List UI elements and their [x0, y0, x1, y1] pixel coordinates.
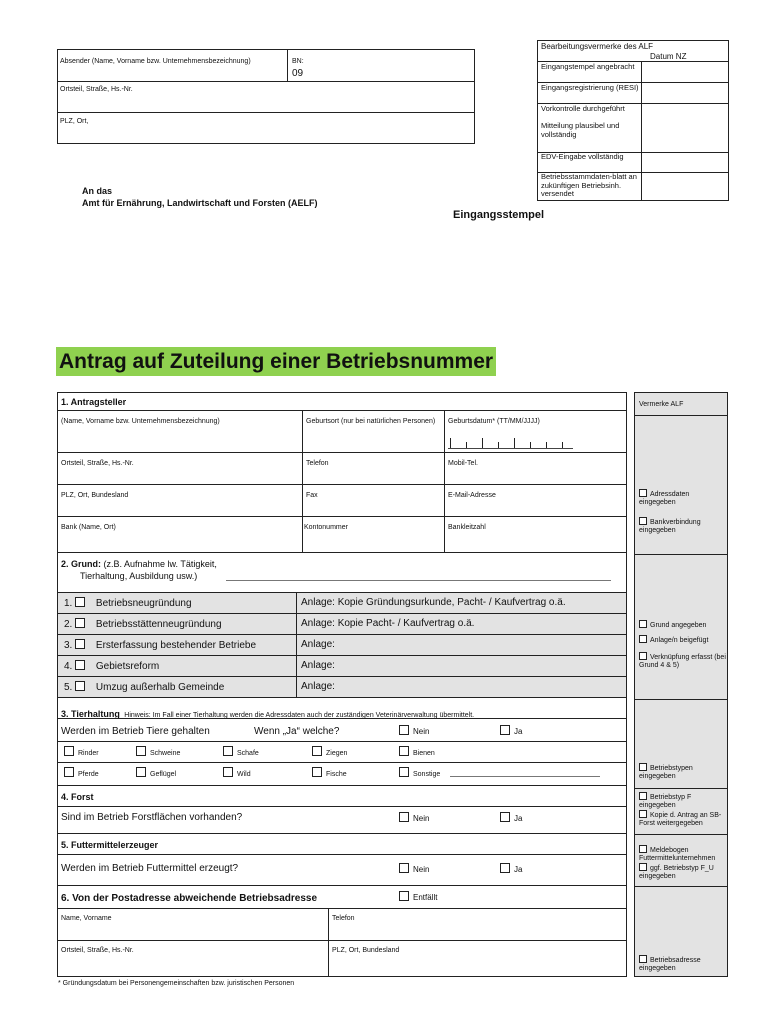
- ziegen-checkbox[interactable]: [312, 746, 322, 756]
- animal-schafe[interactable]: Schafe: [223, 746, 259, 757]
- s3-question2: Wenn „Ja“ welche?: [254, 726, 340, 737]
- office-header: Bearbeitungsvermerke des ALF: [541, 42, 654, 51]
- s2-option-4[interactable]: 4. Gebietsreform: [64, 661, 160, 672]
- s3-hint: Hinweis: Im Fall einer Tierhaltung werden die Adressdaten auch der zuständigen Veterinärverwaltung übermittelt.: [124, 712, 475, 719]
- kopie-checkbox[interactable]: [639, 810, 647, 818]
- meldebogen-checkbox[interactable]: [639, 845, 647, 853]
- s5-nein-checkbox[interactable]: [399, 863, 409, 873]
- s2-title: 2. Grund:: [61, 559, 101, 569]
- s3-nein-checkbox[interactable]: [399, 725, 409, 735]
- geburtsdatum-input[interactable]: [448, 436, 573, 449]
- animal-bienen[interactable]: Bienen: [399, 746, 435, 757]
- s6-name-label: Name, Vorname: [61, 915, 112, 922]
- office-col-header: Datum NZ: [650, 52, 687, 61]
- option-2-checkbox[interactable]: [75, 618, 85, 628]
- option-1-checkbox[interactable]: [75, 597, 85, 607]
- s6-entfaellt[interactable]: Entfällt: [399, 891, 437, 902]
- s1-konto-label: Kontonummer: [304, 524, 348, 531]
- s1-telefon-label: Telefon: [306, 460, 329, 467]
- animal-sonstige[interactable]: Sonstige: [399, 767, 440, 778]
- s1-blz-label: Bankleitzahl: [448, 524, 486, 531]
- s2-option-5[interactable]: 5. Umzug außerhalb Gemeinde: [64, 682, 225, 693]
- s2-anlage-3: Anlage:: [301, 639, 335, 650]
- s1-mobil-label: Mobil-Tel.: [448, 460, 478, 467]
- footnote: * Gründungsdatum bei Personengemeinschaften bzw. juristischen Personen: [58, 980, 295, 987]
- animal-wild[interactable]: Wild: [223, 767, 251, 778]
- verknuepfung-checkbox[interactable]: [639, 652, 647, 660]
- recipient-line2: Amt für Ernährung, Landwirtschaft und Forsten (AELF): [82, 198, 318, 208]
- side-futter-u: ggf. Betriebstyp F_U eingegeben: [639, 865, 714, 880]
- office-row-2: Eingangsregistrierung (RESI): [541, 83, 639, 92]
- s1-title: 1. Antragsteller: [61, 397, 127, 407]
- schafe-checkbox[interactable]: [223, 746, 233, 756]
- s2-option-2[interactable]: 2. Betriebsstättenneugründung: [64, 619, 222, 630]
- recipient-line1: An das: [82, 186, 113, 196]
- side-verknuepfung: Verknüpfung erfasst (bei Grund 4 & 5): [639, 654, 726, 669]
- side-grund: Grund angegeben: [639, 620, 727, 630]
- s2-hint2: Tierhaltung, Ausbildung usw.): [80, 571, 198, 581]
- s5-nein[interactable]: Nein: [399, 863, 429, 874]
- s3-ja[interactable]: Ja: [500, 725, 522, 736]
- s1-geburtsdatum-label: Geburtsdatum* (TT/MM/JJJJ): [448, 418, 540, 425]
- s5-ja-checkbox[interactable]: [500, 863, 510, 873]
- s1-fax-label: Fax: [306, 492, 318, 499]
- schweine-checkbox[interactable]: [136, 746, 146, 756]
- s4-question: Sind im Betrieb Forstflächen vorhanden?: [61, 812, 243, 823]
- fische-checkbox[interactable]: [312, 767, 322, 777]
- betriebstypen-checkbox[interactable]: [639, 763, 647, 771]
- grund-checkbox[interactable]: [639, 620, 647, 628]
- sender-street-label: Ortsteil, Straße, Hs.-Nr.: [60, 86, 133, 93]
- sonstige-checkbox[interactable]: [399, 767, 409, 777]
- sonstige-input[interactable]: [450, 776, 600, 777]
- animal-rinder[interactable]: Rinder: [64, 746, 99, 757]
- side-anlage: Anlage/n beigefügt: [639, 635, 727, 645]
- side-adressdaten: Adressdaten eingegeben: [639, 491, 690, 506]
- office-row-5: Betriebsstammdaten-blatt an zukünftigen Betriebsinh. versendet: [541, 172, 637, 198]
- s3-nein[interactable]: Nein: [399, 725, 429, 736]
- side-betriebstypen: Betriebstypen eingegeben: [639, 765, 693, 780]
- s1-bank-label: Bank (Name, Ort): [61, 524, 116, 531]
- bn-label: BN:: [292, 58, 304, 65]
- s2-hint1: (z.B. Aufnahme lw. Tätigkeit,: [103, 559, 217, 569]
- forst-checkbox[interactable]: [639, 792, 647, 800]
- animal-schweine[interactable]: Schweine: [136, 746, 180, 757]
- sender-name-label: Absender (Name, Vorname bzw. Unternehmensbezeichnung): [60, 58, 251, 65]
- gefluegel-checkbox[interactable]: [136, 767, 146, 777]
- bienen-checkbox[interactable]: [399, 746, 409, 756]
- s1-plz-label: PLZ, Ort, Bundesland: [61, 492, 129, 499]
- s4-ja[interactable]: Ja: [500, 812, 522, 823]
- s2-title-line: [61, 559, 217, 569]
- s2-anlage-5: Anlage:: [301, 681, 335, 692]
- side-forst: Betriebstyp F eingegeben: [639, 794, 692, 809]
- s2-option-1[interactable]: 1. Betriebsneugründung: [64, 598, 192, 609]
- side-bank: Bankverbindung eingegeben: [639, 519, 701, 534]
- s2-anlage-1: Anlage: Kopie Gründungsurkunde, Pacht- / Kaufvertrag o.ä.: [301, 597, 566, 608]
- side-meldebogen: Meldebogen Futtermittelunternehmen: [639, 847, 716, 862]
- futter-u-checkbox[interactable]: [639, 863, 647, 871]
- option-5-checkbox[interactable]: [75, 681, 85, 691]
- office-row-1: Eingangstempel angebracht: [541, 62, 635, 71]
- s6-ortsteil-label: Ortsteil, Straße, Hs.-Nr.: [61, 947, 134, 954]
- s4-nein-checkbox[interactable]: [399, 812, 409, 822]
- s1-geburtsort-label: Geburtsort (nur bei natürlichen Personen): [306, 418, 436, 425]
- s6-title: 6. Von der Postadresse abweichende Betriebsadresse: [61, 893, 318, 904]
- side-kopie: Kopie d. Antrag an SB-Forst weitergegeben: [639, 812, 722, 827]
- s1-email-label: E-Mail-Adresse: [448, 492, 496, 499]
- side-notes-column: [634, 392, 728, 977]
- s2-option-3[interactable]: 3. Ersterfassung bestehender Betriebe: [64, 640, 257, 651]
- s5-question: Werden im Betrieb Futtermittel erzeugt?: [61, 863, 239, 874]
- page-title: Antrag auf Zuteilung einer Betriebsnummer: [56, 347, 496, 376]
- s4-nein[interactable]: Nein: [399, 812, 429, 823]
- bn-value: 09: [292, 68, 304, 79]
- s6-plz-label: PLZ, Ort, Bundesland: [332, 947, 400, 954]
- entfaellt-checkbox[interactable]: [399, 891, 409, 901]
- s3-title-line: [61, 704, 621, 722]
- option-3-checkbox[interactable]: [75, 639, 85, 649]
- s4-ja-checkbox[interactable]: [500, 812, 510, 822]
- bank-checkbox[interactable]: [639, 517, 647, 525]
- option-4-checkbox[interactable]: [75, 660, 85, 670]
- wild-checkbox[interactable]: [223, 767, 233, 777]
- animal-ziegen[interactable]: Ziegen: [312, 746, 347, 757]
- s4-title: 4. Forst: [61, 792, 94, 802]
- sender-city-label: PLZ, Ort,: [60, 118, 89, 125]
- stamp-label: Eingangsstempel: [453, 209, 545, 221]
- s2-grund-input[interactable]: [226, 580, 611, 581]
- betriebsadresse-checkbox[interactable]: [639, 955, 647, 963]
- s2-anlage-4: Anlage:: [301, 660, 335, 671]
- animal-pferde[interactable]: Pferde: [64, 767, 99, 778]
- anlage-checkbox[interactable]: [639, 635, 647, 643]
- pferde-checkbox[interactable]: [64, 767, 74, 777]
- s1-ortsteil-label: Ortsteil, Straße, Hs.-Nr.: [61, 460, 134, 467]
- s3-title: 3. Tierhaltung: [61, 709, 120, 719]
- s2-anlage-2: Anlage: Kopie Pacht- / Kaufvertrag o.ä.: [301, 618, 475, 629]
- s6-telefon-label: Telefon: [332, 915, 355, 922]
- s3-ja-checkbox[interactable]: [500, 725, 510, 735]
- side-header: Vermerke ALF: [639, 401, 684, 408]
- s1-name-label: (Name, Vorname bzw. Unternehmensbezeichnung): [61, 418, 220, 425]
- side-betriebsadresse: Betriebsadresse eingegeben: [639, 957, 701, 972]
- animal-fische[interactable]: Fische: [312, 767, 347, 778]
- rinder-checkbox[interactable]: [64, 746, 74, 756]
- s3-question: Werden im Betrieb Tiere gehalten: [61, 726, 210, 737]
- office-row-4: EDV-Eingabe vollständig: [541, 152, 624, 161]
- s5-title: 5. Futtermittelerzeuger: [61, 840, 159, 850]
- adressdaten-checkbox[interactable]: [639, 489, 647, 497]
- s5-ja[interactable]: Ja: [500, 863, 522, 874]
- office-notes-box: [537, 40, 729, 201]
- animal-gefluegel[interactable]: Geflügel: [136, 767, 176, 778]
- office-row-3: Vorkontrolle durchgeführt Mitteilung plausibel und vollständig: [541, 104, 625, 139]
